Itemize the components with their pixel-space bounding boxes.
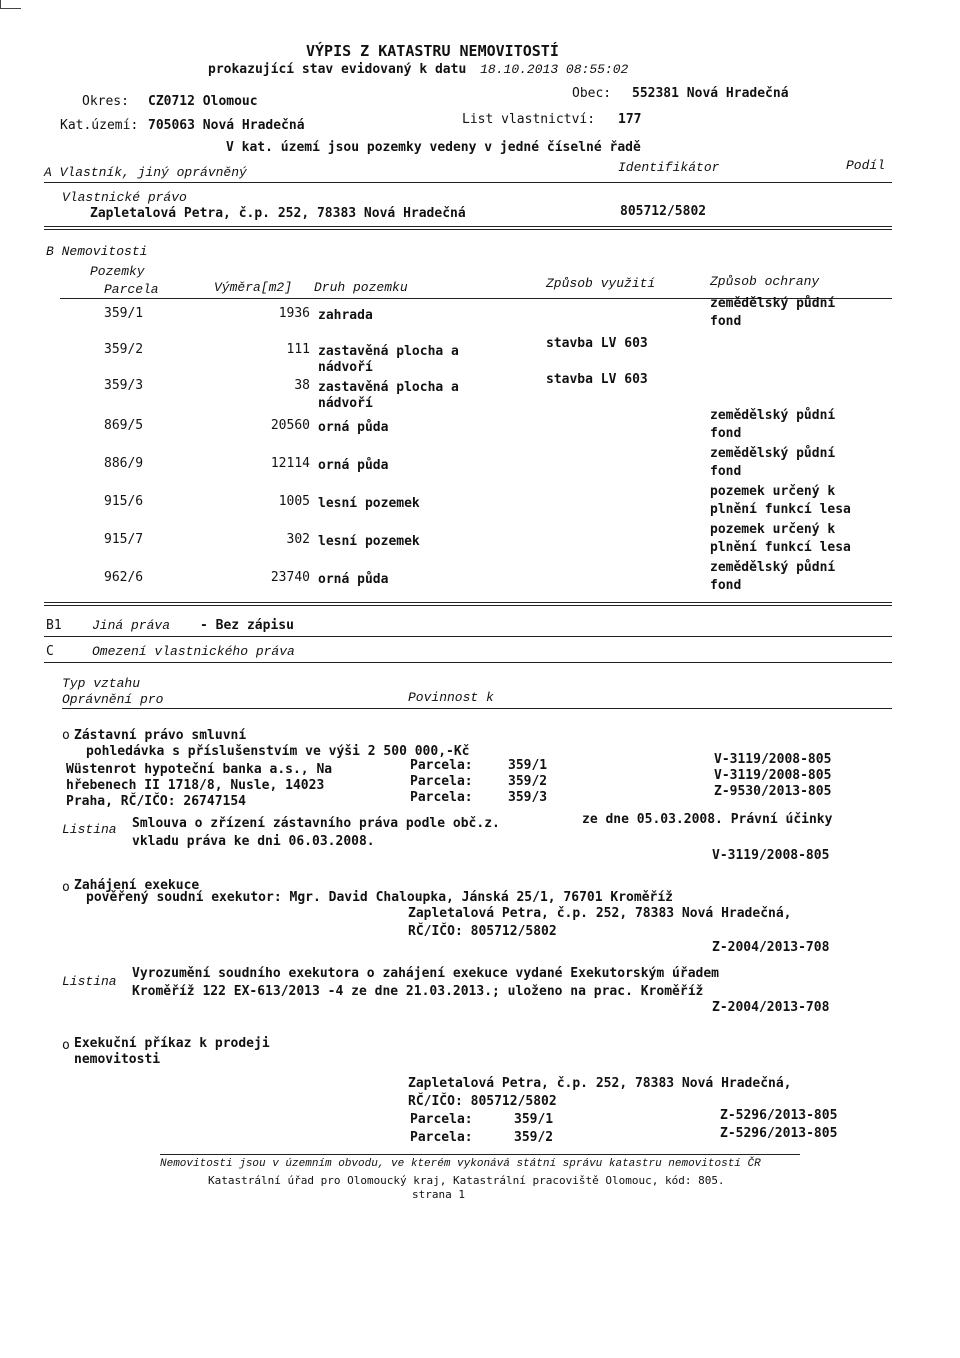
scan-mark — [0, 0, 21, 9]
entry2-title: Zahájení exekuce — [74, 878, 200, 893]
entry-bullet: o — [62, 728, 70, 743]
entry3-owner-line2: RČ/IČO: 805712/5802 — [408, 1094, 557, 1109]
row-vymera: 1005 — [278, 494, 310, 509]
row-ochrana: zemědělský půdní — [710, 296, 836, 311]
entry1-listina-line1: Smlouva o zřízení zástavního práva podle obč.z. — [132, 816, 500, 831]
row-druh: zahrada — [318, 308, 373, 323]
owner-id: 805712/5802 — [620, 204, 707, 219]
row-parcela: 359/1 — [104, 306, 144, 321]
ownership-right-label: Vlastnické právo — [62, 190, 187, 205]
entry2-listina-line1: Vyrozumění soudního exekutora o zahájení exekuce vydané Exekutorským úřadem — [132, 966, 719, 981]
row-vymera: 38 — [294, 378, 310, 393]
subtitle-line — [208, 62, 628, 77]
entry2-listina-line2: Kroměříž 122 EX-613/2013 -4 ze dne 21.03.2013.; uloženo na prac. Kroměříž — [132, 984, 704, 999]
row-vymera: 1936 — [278, 306, 310, 321]
row-parcela: 915/7 — [104, 532, 144, 547]
numbering-note: V kat. území jsou pozemky vedeny v jedné číselné řadě — [226, 140, 641, 155]
row-vymera: 12114 — [270, 456, 310, 471]
section-c-code: C — [46, 644, 54, 659]
footer-line1: Nemovitosti jsou v územním obvodu, ve kterém vykonává státní správu katastru nemovitostí ČR — [160, 1158, 761, 1170]
typ-vztahu-label: Typ vztahu — [62, 676, 141, 691]
creditor-line3: Praha, RČ/IČO: 26747154 — [66, 794, 247, 809]
parcel-ref: V-3119/2008-805 — [714, 768, 832, 783]
row-parcela: 886/9 — [104, 456, 144, 471]
section-b-title: B Nemovitosti — [46, 244, 148, 259]
row-druh-cont: nádvoří — [318, 360, 373, 375]
divider — [44, 662, 892, 663]
header-ochrana: Způsob ochrany — [710, 274, 820, 289]
katuzemi-value: 705063 Nová Hradečná — [148, 118, 305, 133]
parcel-value: 359/1 — [514, 1112, 554, 1127]
entry1-title: Zástavní právo smluvní — [74, 728, 247, 743]
section-c-title: Omezení vlastnického práva — [92, 644, 295, 659]
row-ochrana: zemědělský půdní — [710, 560, 836, 575]
parcel-label: Parcela: — [410, 1112, 473, 1127]
katuzemi-label: Kat.území: — [60, 118, 139, 133]
entry2-ref1: Z-2004/2013-708 — [712, 940, 830, 955]
row-ochrana-cont: fond — [710, 314, 742, 329]
parcel-value: 359/3 — [508, 790, 548, 805]
pozemky-subtitle: Pozemky — [90, 264, 145, 279]
parcel-ref: Z-9530/2013-805 — [714, 784, 832, 799]
divider — [44, 182, 892, 183]
parcel-ref: Z-5296/2013-805 — [720, 1126, 838, 1141]
row-ochrana-cont: fond — [710, 426, 742, 441]
row-ochrana-cont: plnění funkcí lesa — [710, 502, 851, 517]
lv-label: List vlastnictví: — [462, 112, 596, 127]
parcel-value: 359/1 — [508, 758, 548, 773]
row-vyuziti: stavba LV 603 — [546, 372, 648, 387]
parcel-value: 359/2 — [508, 774, 548, 789]
row-ochrana-cont: fond — [710, 464, 742, 479]
divider — [44, 226, 892, 230]
entry2-owner-line2: RČ/IČO: 805712/5802 — [408, 924, 557, 939]
row-ochrana: pozemek určený k — [710, 522, 836, 537]
header-parcela: Parcela — [104, 282, 159, 297]
divider — [44, 636, 892, 637]
parcel-label: Parcela: — [410, 1130, 473, 1145]
row-druh: orná půda — [318, 458, 389, 473]
owner-name: Zapletalová Petra, č.p. 252, 78383 Nová Hradečná — [90, 206, 466, 221]
entry1-listina-line2: vkladu práva ke dni 06.03.2008. — [132, 834, 375, 849]
entry1-listina-ref: V-3119/2008-805 — [712, 848, 830, 863]
parcel-label: Parcela: — [410, 774, 473, 789]
creditor-line1: Wüstenrot hypoteční banka a.s., Na — [66, 762, 333, 777]
listina-label: Listina — [62, 974, 117, 989]
extract-date: 18.10.2013 08:55:02 — [480, 62, 629, 77]
entry2-owner-line1: Zapletalová Petra, č.p. 252, 78383 Nová Hradečná, — [408, 906, 792, 921]
entry-bullet: o — [62, 880, 70, 895]
row-druh-cont: nádvoří — [318, 396, 373, 411]
parcel-label: Parcela: — [410, 758, 473, 773]
row-vymera: 302 — [286, 532, 310, 547]
page-number: strana 1 — [412, 1188, 465, 1201]
page-title: VÝPIS Z KATASTRU NEMOVITOSTÍ — [306, 42, 559, 60]
section-b1-title: Jiná práva — [92, 618, 171, 633]
row-druh: orná půda — [318, 572, 389, 587]
row-parcela: 915/6 — [104, 494, 144, 509]
parcel-ref: Z-5296/2013-805 — [720, 1108, 838, 1123]
row-vymera: 23740 — [270, 570, 310, 585]
obec-label: Obec: — [572, 86, 612, 101]
entry1-claim: pohledávka s příslušenstvím ve výši 2 500 000,-Kč — [86, 744, 470, 759]
section-b1-code: B1 — [46, 618, 62, 633]
row-druh: zastavěná plocha a — [318, 344, 459, 359]
section-b1-value: - Bez zápisu — [200, 618, 294, 633]
header-druh: Druh pozemku — [314, 280, 408, 295]
okres-label: Okres: — [82, 94, 129, 109]
lv-value: 177 — [618, 112, 642, 127]
parcel-label: Parcela: — [410, 790, 473, 805]
obec-value: 552381 Nová Hradečná — [632, 86, 789, 101]
row-ochrana: pozemek určený k — [710, 484, 836, 499]
row-parcela: 962/6 — [104, 570, 144, 585]
row-ochrana: zemědělský půdní — [710, 446, 836, 461]
header-vyuziti: Způsob využití — [546, 276, 656, 291]
row-ochrana: zemědělský půdní — [710, 408, 836, 423]
row-ochrana-cont: plnění funkcí lesa — [710, 540, 851, 555]
row-ochrana-cont: fond — [710, 578, 742, 593]
row-parcela: 359/3 — [104, 378, 144, 393]
row-druh: orná půda — [318, 420, 389, 435]
row-vymera: 20560 — [270, 418, 310, 433]
povinnost-k-label: Povinnost k — [408, 690, 494, 705]
footer-line2: Katastrální úřad pro Olomoucký kraj, Katastrální pracoviště Olomouc, kód: 805. — [208, 1174, 725, 1187]
creditor-line2: hřebenech II 1718/8, Nusle, 14023 — [66, 778, 325, 793]
row-druh: lesní pozemek — [318, 496, 420, 511]
row-parcela: 359/2 — [104, 342, 144, 357]
section-a-title: A Vlastník, jiný oprávněný — [44, 165, 247, 180]
row-parcela: 869/5 — [104, 418, 144, 433]
listina-label: Listina — [62, 822, 117, 837]
col-identifikator: Identifikátor — [618, 160, 720, 175]
okres-value: CZ0712 Olomouc — [148, 94, 258, 109]
entry-bullet: o — [62, 1038, 70, 1053]
subtitle-prefix: prokazující stav evidovaný k datu — [208, 62, 467, 77]
entry3-title-line2: nemovitosti — [74, 1052, 161, 1067]
header-vymera: Výměra[m2] — [214, 280, 293, 295]
entry1-listina-line1b: ze dne 05.03.2008. Právní účinky — [582, 812, 833, 827]
parcel-value: 359/2 — [514, 1130, 554, 1145]
entry2-executor: pověřený soudní exekutor: Mgr. David Chaloupka, Jánská 25/1, 76701 Kroměříž — [86, 890, 673, 905]
divider — [44, 602, 892, 606]
parcel-ref: V-3119/2008-805 — [714, 752, 832, 767]
col-podil: Podíl — [846, 158, 886, 173]
divider — [62, 708, 892, 709]
row-druh: zastavěná plocha a — [318, 380, 459, 395]
entry3-title-line1: Exekuční příkaz k prodeji — [74, 1036, 270, 1051]
entry3-owner-line1: Zapletalová Petra, č.p. 252, 78383 Nová Hradečná, — [408, 1076, 792, 1091]
row-vymera: 111 — [286, 342, 310, 357]
entry2-ref2: Z-2004/2013-708 — [712, 1000, 830, 1015]
divider — [160, 1154, 800, 1155]
opravneni-pro-label: Oprávnění pro — [62, 692, 164, 707]
row-vyuziti: stavba LV 603 — [546, 336, 648, 351]
row-druh: lesní pozemek — [318, 534, 420, 549]
